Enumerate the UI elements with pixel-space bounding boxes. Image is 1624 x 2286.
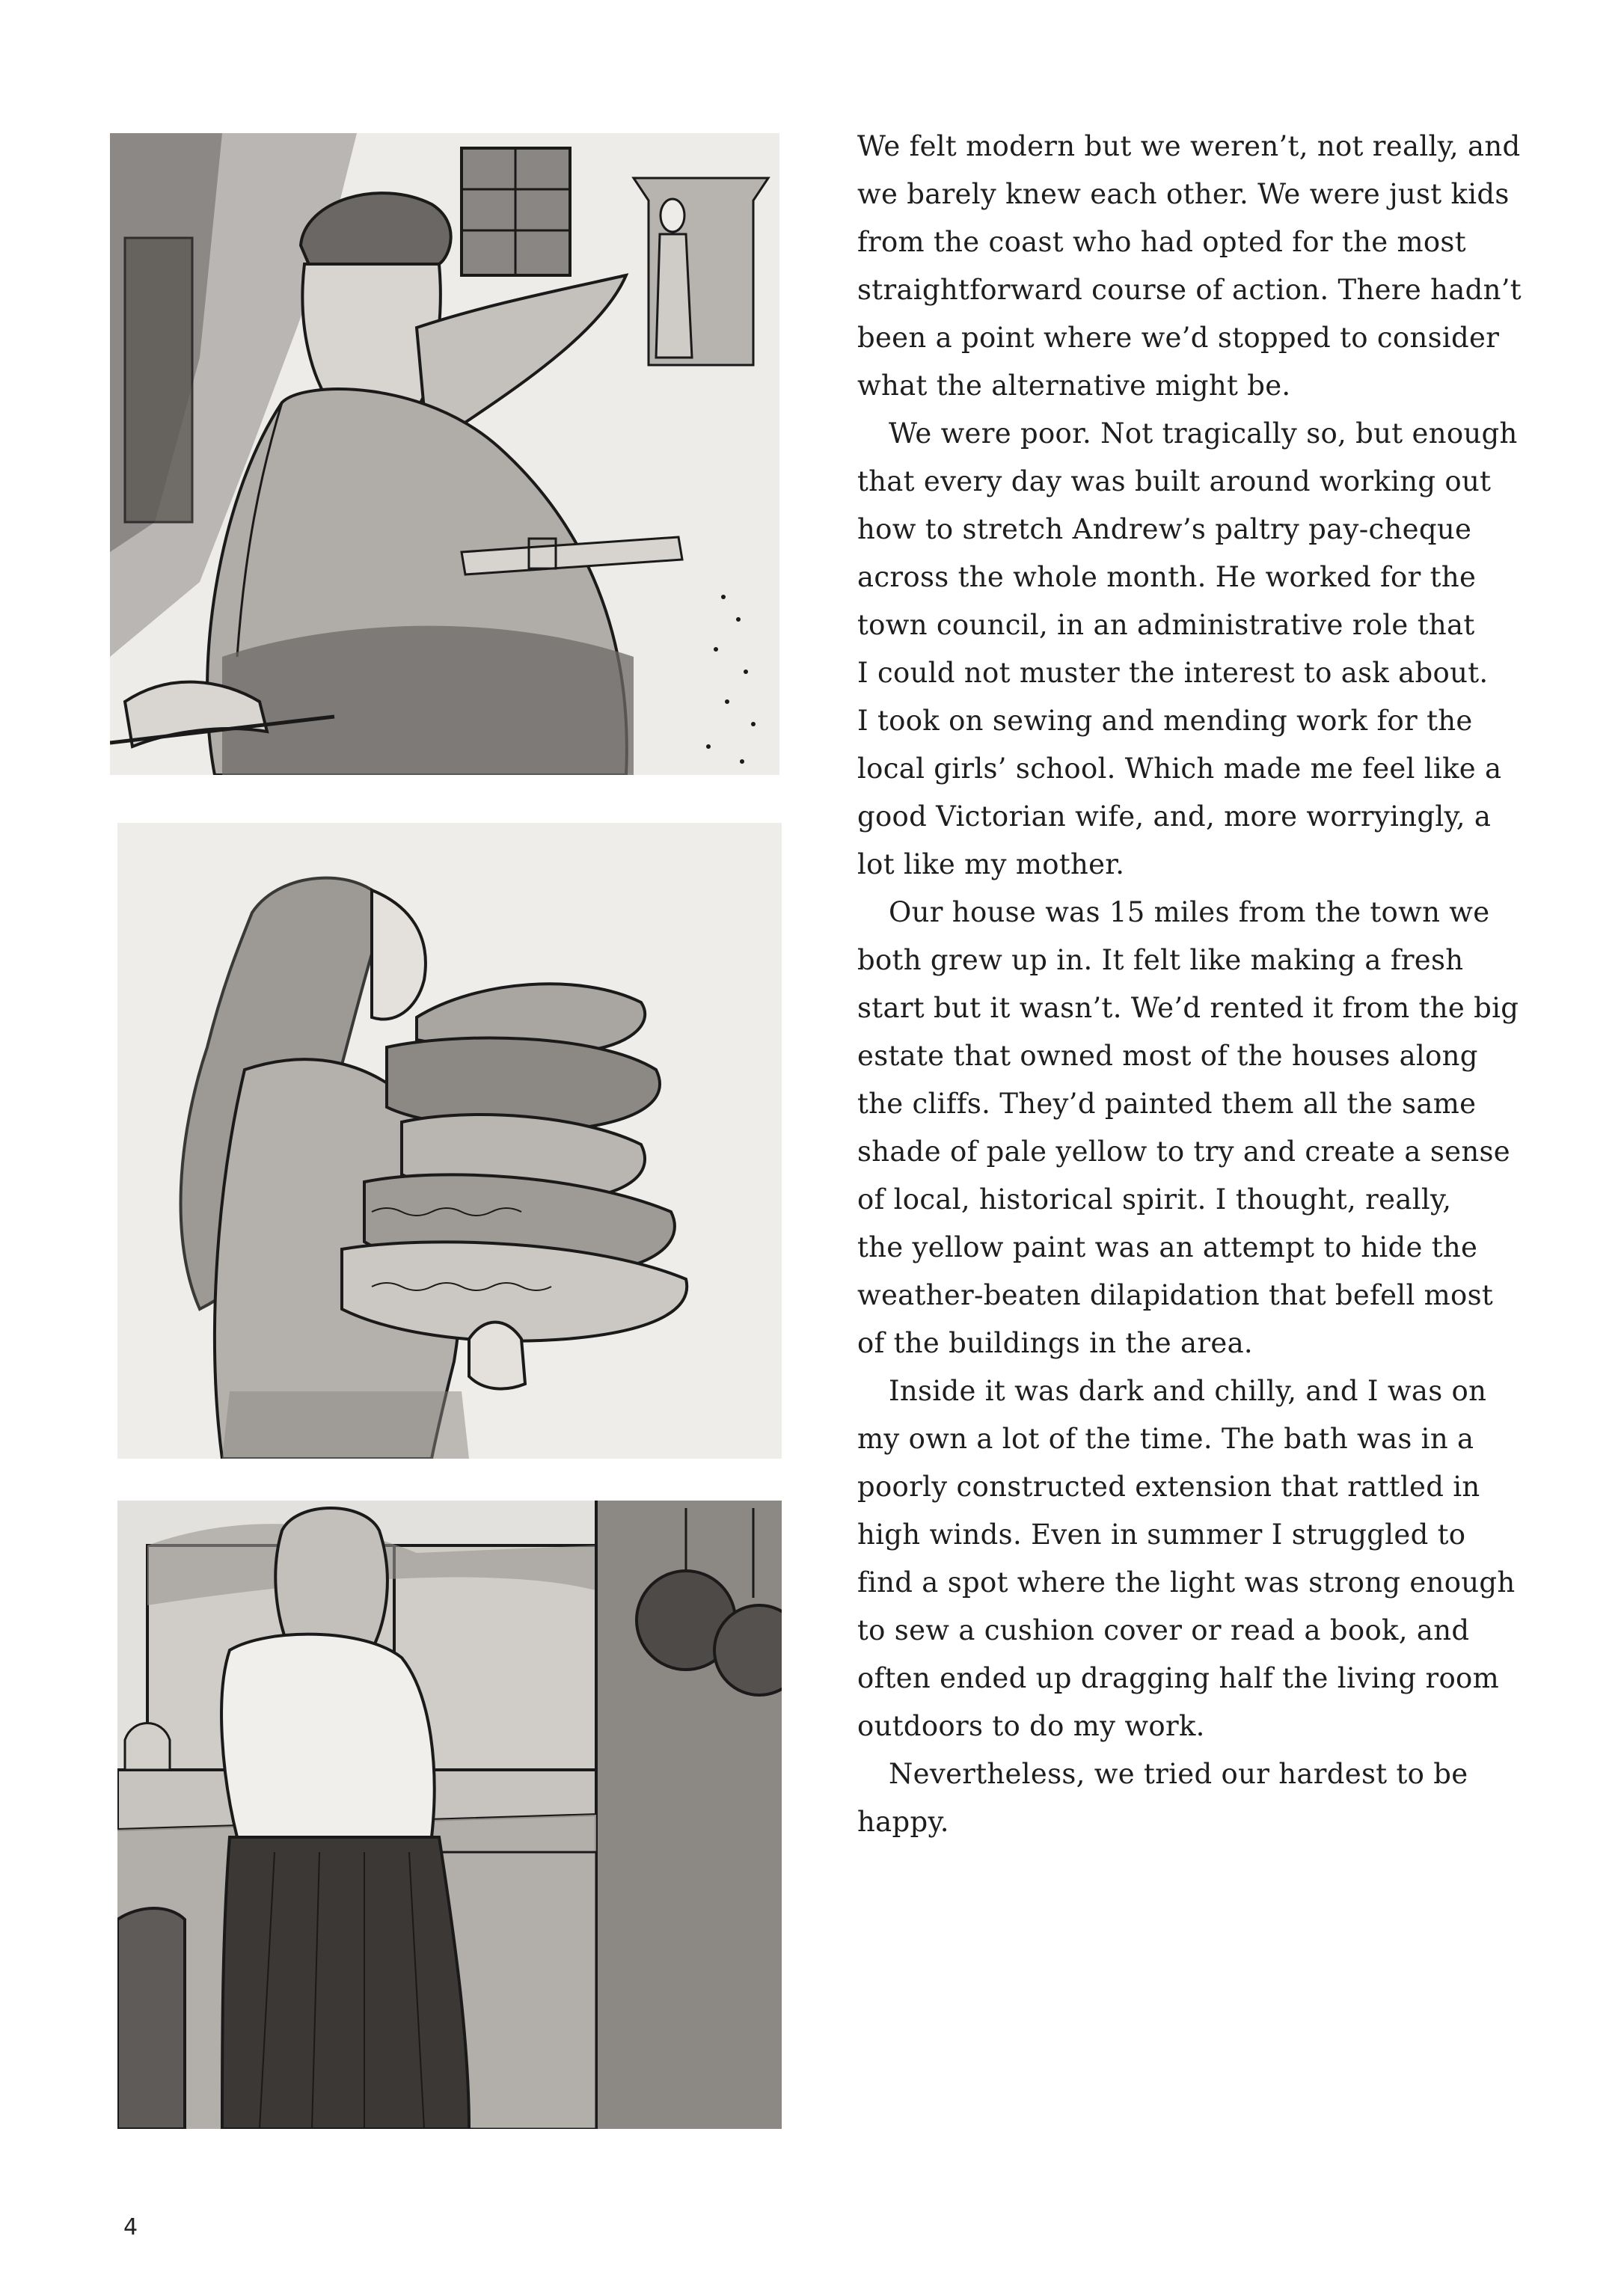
text-line: what the alternative might be. xyxy=(857,370,1291,402)
text-line: local girls’ school. Which made me feel like a xyxy=(857,753,1502,785)
text-line: find a spot where the light was strong enough xyxy=(857,1566,1516,1599)
text-line: poorly constructed extension that rattled in xyxy=(857,1471,1480,1503)
text-line: lot like my mother. xyxy=(857,848,1125,880)
text-line: start but it wasn’t. We’d rented it from the big xyxy=(857,992,1519,1024)
kitchen-illustration xyxy=(117,1501,782,2129)
laundry-illustration xyxy=(117,823,782,1459)
text-line: estate that owned most of the houses along xyxy=(857,1040,1478,1072)
woman-at-kitchen-sink-panel xyxy=(117,1501,782,2129)
text-line: outdoors to do my work. xyxy=(857,1710,1205,1742)
text-line: town council, in an administrative role that xyxy=(857,609,1475,641)
text-line: We felt modern but we weren’t, not really, and xyxy=(857,130,1521,162)
text-line: good Victorian wife, and, more worryingly, a xyxy=(857,800,1492,833)
text-line: that every day was built around working out xyxy=(857,465,1492,497)
text-line: been a point where we’d stopped to consider xyxy=(857,322,1500,354)
text-line: We were poor. Not tragically so, but enough xyxy=(889,417,1518,450)
woman-carrying-laundry-panel xyxy=(117,823,782,1459)
text-line: across the whole month. He worked for the xyxy=(857,561,1477,593)
text-line: often ended up dragging half the living room xyxy=(857,1662,1500,1694)
text-line: from the coast who had opted for the most xyxy=(857,226,1466,258)
text-line: how to stretch Andrew’s paltry pay-cheque xyxy=(857,513,1472,545)
text-line: straightforward course of action. There hadn’t xyxy=(857,274,1522,306)
text-line: Nevertheless, we tried our hardest to be xyxy=(889,1758,1468,1790)
body-text xyxy=(857,123,1522,1846)
text-line: Inside it was dark and chilly, and I was on xyxy=(889,1375,1487,1407)
cyclist-illustration xyxy=(110,133,779,775)
text-line: to sew a cushion cover or read a book, and xyxy=(857,1614,1470,1646)
text-line: shade of pale yellow to try and create a sense xyxy=(857,1136,1510,1168)
text-line: of local, historical spirit. I thought, really, xyxy=(857,1183,1452,1216)
text-line: weather-beaten dilapidation that befell most xyxy=(857,1279,1494,1311)
text-line: both grew up in. It felt like making a fresh xyxy=(857,944,1464,976)
text-line: happy. xyxy=(857,1806,949,1838)
text-line: of the buildings in the area. xyxy=(857,1327,1253,1359)
page-number: 4 xyxy=(123,2214,138,2240)
text-line: we barely knew each other. We were just kids xyxy=(857,178,1510,210)
text-line: I could not muster the interest to ask about. xyxy=(857,657,1489,689)
text-line: high winds. Even in summer I struggled to xyxy=(857,1519,1466,1551)
text-line: I took on sewing and mending work for the xyxy=(857,705,1473,737)
text-line: the cliffs. They’d painted them all the same xyxy=(857,1088,1477,1120)
cyclist-panel xyxy=(110,133,779,775)
text-line: the yellow paint was an attempt to hide the xyxy=(857,1231,1478,1263)
text-line: my own a lot of the time. The bath was in a xyxy=(857,1423,1474,1455)
text-line: Our house was 15 miles from the town we xyxy=(889,896,1490,928)
